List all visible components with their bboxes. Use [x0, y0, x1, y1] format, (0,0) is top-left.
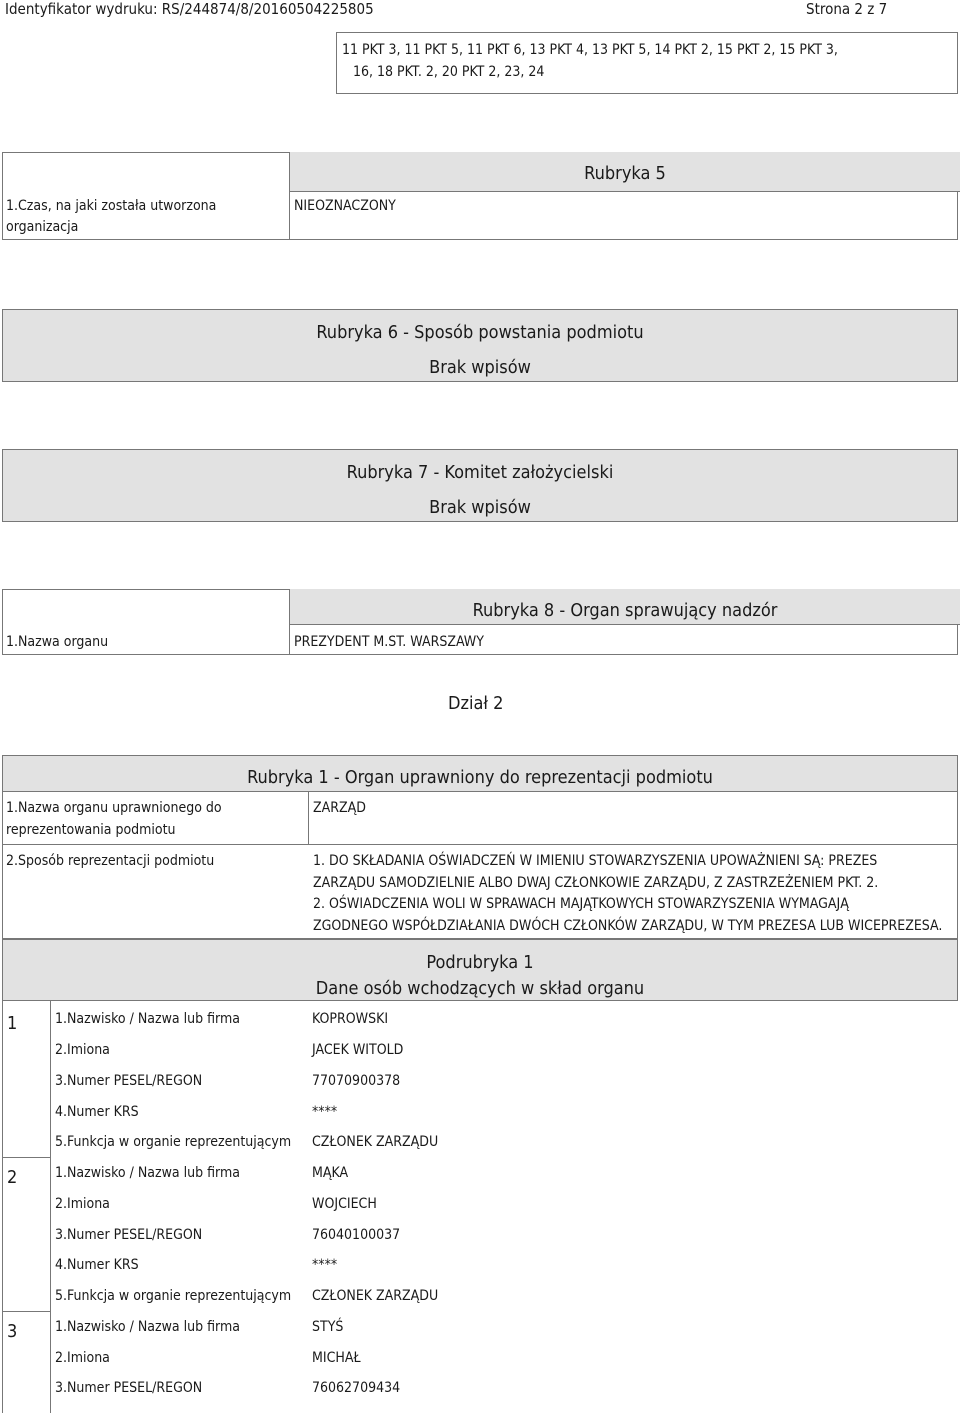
surname-value: MĄKA	[312, 1165, 349, 1181]
dzial-rubryka-1-section	[2, 755, 958, 939]
names-label: 2.Imiona	[55, 1350, 110, 1366]
rubryka-5-label-line-1: 1.Czas, na jaki została utworzona	[6, 198, 217, 214]
rubryka-5-header	[289, 152, 960, 192]
row-divider	[2, 1157, 50, 1158]
continuation-line-2: 16, 18 PKT. 2, 20 PKT 2, 23, 24	[353, 64, 545, 80]
organ-name-value: ZARZĄD	[313, 800, 366, 816]
podrubryka-subtitle: Dane osób wchodzących w skład organu	[315, 978, 645, 999]
rubryka-8-value: PREZYDENT M.ST. WARSZAWY	[294, 634, 484, 650]
table-num-divider	[50, 1001, 51, 1413]
rubryka-5-title: Rubryka 5	[584, 163, 666, 184]
names-label: 2.Imiona	[55, 1042, 110, 1058]
rubryka-8-label: 1.Nazwa organu	[6, 634, 109, 650]
divider	[289, 625, 290, 655]
names-value: MICHAŁ	[312, 1350, 361, 1366]
surname-value: STYŚ	[312, 1319, 344, 1335]
organ-name-label-line-2: reprezentowania podmiotu	[6, 822, 176, 838]
pesel-label: 3.Numer PESEL/REGON	[55, 1073, 203, 1089]
representation-method-line-1: 1. DO SKŁADANIA OŚWIADCZEŃ W IMIENIU STOWARZYSZENIA UPOWAŻNIENI SĄ: PREZES	[313, 853, 878, 869]
names-value: WOJCIECH	[312, 1196, 377, 1212]
person-number: 1	[7, 1013, 18, 1034]
representation-method-line-4: ZGODNEGO WSPÓŁDZIAŁANIA DWÓCH CZŁONKÓW ZARZĄDU, W TYM PREZESA LUB WICEPREZESA.	[313, 918, 943, 934]
rubryka-6-title: Rubryka 6 - Sposób powstania podmiotu	[316, 322, 644, 343]
krs-value: ****	[312, 1104, 338, 1120]
divider	[289, 192, 290, 240]
function-label: 5.Funkcja w organie reprezentującym	[55, 1134, 292, 1150]
surname-value: KOPROWSKI	[312, 1011, 389, 1027]
rubryka-5-label-line-2: organizacja	[6, 219, 79, 235]
table-left-border	[2, 1001, 3, 1413]
krs-label: 4.Numer KRS	[55, 1104, 139, 1120]
function-value: CZŁONEK ZARZĄDU	[312, 1288, 439, 1304]
rubryka-8-section	[2, 589, 958, 655]
pesel-value: 76062709434	[312, 1380, 401, 1396]
surname-label: 1.Nazwisko / Nazwa lub firma	[55, 1011, 240, 1027]
rubryka-8-title: Rubryka 8 - Organ sprawujący nadzór	[472, 600, 778, 621]
dzial-rubryka-1-title: Rubryka 1 - Organ uprawniony do reprezentacji podmiotu	[247, 767, 713, 788]
pesel-value: 76040100037	[312, 1227, 401, 1243]
continuation-line-1: 11 PKT 3, 11 PKT 5, 11 PKT 6, 13 PKT 4, 13 PKT 5, 14 PKT 2, 15 PKT 2, 15 PKT 3,	[342, 42, 838, 58]
person-number: 3	[7, 1321, 18, 1342]
podrubryka-header	[2, 939, 958, 1001]
surname-label: 1.Nazwisko / Nazwa lub firma	[55, 1165, 240, 1181]
rubryka-6-value: Brak wpisów	[429, 357, 531, 378]
rubryka-5-section	[2, 152, 958, 240]
person-number: 2	[7, 1167, 18, 1188]
rubryka-7-section	[2, 449, 958, 522]
rubryka-8-header	[289, 589, 960, 625]
pesel-value: 77070900378	[312, 1073, 401, 1089]
print-identifier: Identyfikator wydruku: RS/244874/8/20160504225805	[5, 0, 374, 18]
rubryka-7-title: Rubryka 7 - Komitet założycielski	[346, 462, 614, 483]
rubryka-6-section	[2, 309, 958, 382]
row-divider	[2, 1311, 50, 1312]
function-value: CZŁONEK ZARZĄDU	[312, 1134, 439, 1150]
organ-name-label-line-1: 1.Nazwa organu uprawnionego do	[6, 800, 222, 816]
podrubryka-title: Podrubryka 1	[426, 952, 534, 973]
pesel-label: 3.Numer PESEL/REGON	[55, 1380, 203, 1396]
continuation-box	[336, 32, 958, 94]
names-label: 2.Imiona	[55, 1196, 110, 1212]
pesel-label: 3.Numer PESEL/REGON	[55, 1227, 203, 1243]
representation-method-label: 2.Sposób reprezentacji podmiotu	[6, 853, 215, 869]
function-label: 5.Funkcja w organie reprezentującym	[55, 1288, 292, 1304]
krs-label: 4.Numer KRS	[55, 1257, 139, 1273]
representation-method-line-3: 2. OŚWIADCZENIA WOLI W SPRAWACH MAJĄTKOWYCH STOWARZYSZENIA WYMAGAJĄ	[313, 896, 849, 912]
dzial-title: Dział 2	[448, 693, 504, 714]
surname-label: 1.Nazwisko / Nazwa lub firma	[55, 1319, 240, 1335]
page-number: Strona 2 z 7	[806, 0, 888, 18]
dzial-rubryka-1-header	[3, 756, 957, 792]
divider	[308, 792, 309, 844]
names-value: JACEK WITOLD	[312, 1042, 404, 1058]
krs-value: ****	[312, 1257, 338, 1273]
rubryka-7-value: Brak wpisów	[429, 497, 531, 518]
divider	[3, 844, 957, 845]
representation-method-line-2: ZARZĄDU SAMODZIELNIE ALBO DWAJ CZŁONKOWIE ZARZĄDU, Z ZASTRZEŻENIEM PKT. 2.	[313, 875, 879, 891]
rubryka-5-value: NIEOZNACZONY	[294, 198, 396, 214]
